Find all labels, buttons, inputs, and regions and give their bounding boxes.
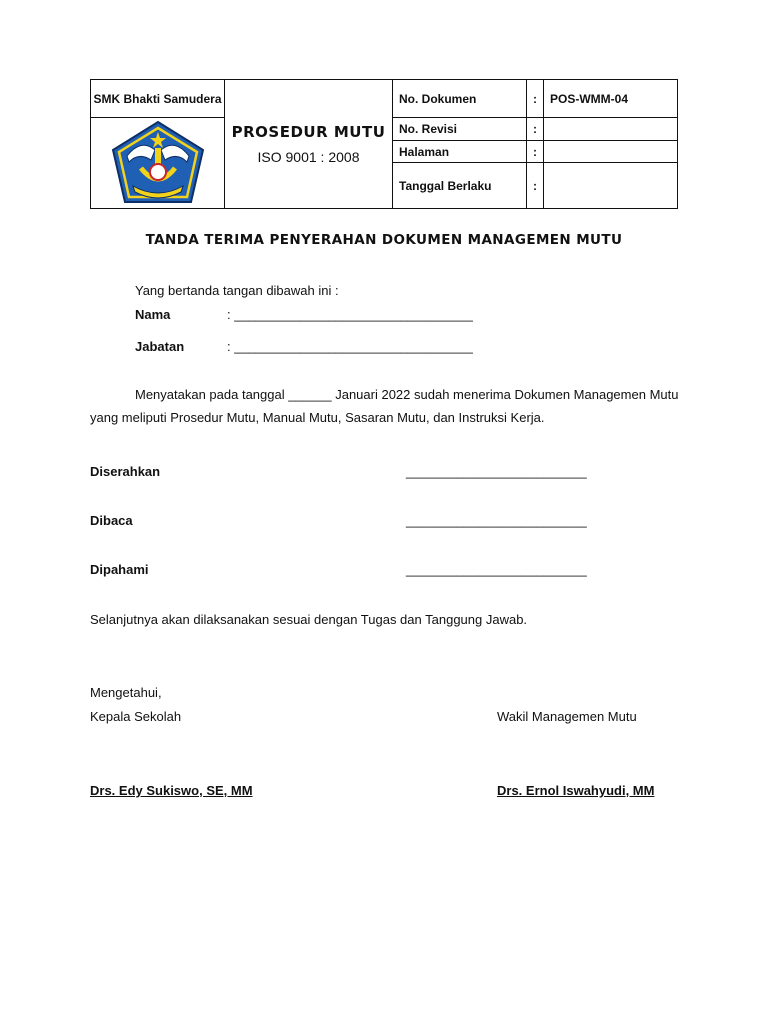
intro-text: Yang bertanda tangan dibawah ini : [135, 283, 339, 298]
doc-number-label: No. Dokumen [393, 80, 527, 118]
logo-cell [91, 118, 225, 209]
left-signatory-name: Drs. Edy Sukiswo, SE, MM [90, 783, 253, 798]
school-emblem-icon [111, 120, 205, 204]
effective-date-label: Tanggal Berlaku [393, 163, 527, 209]
doc-number-value: POS-WMM-04 [544, 80, 678, 118]
iso-standard: ISO 9001 : 2008 [257, 148, 360, 165]
name-label: Nama [135, 307, 171, 322]
position-label: Jabatan [135, 339, 185, 354]
statement-line-1: Menyatakan pada tanggal ______ Januari 2022 sudah menerima Dokumen Managemen Mutu [135, 387, 679, 402]
followup-text: Selanjutnya akan dilaksanakan sesuai dengan Tugas dan Tanggung Jawab. [90, 612, 528, 627]
doc-number-colon: : [527, 80, 544, 118]
revision-colon: : [527, 118, 544, 141]
effective-date-value [544, 163, 678, 209]
position-field: : _________________________________ [227, 339, 473, 354]
revision-label: No. Revisi [393, 118, 527, 141]
statement-line-2: yang meliputi Prosedur Mutu, Manual Mutu, Sasaran Mutu, dan Instruksi Kerja. [90, 410, 545, 425]
procedure-title: PROSEDUR MUTU [231, 122, 386, 141]
left-signatory-role: Kepala Sekolah [90, 709, 182, 724]
check-label-understood: Dipahami [90, 562, 149, 577]
acknowledged-text: Mengetahui, [90, 685, 162, 700]
right-signatory-name: Drs. Ernol Iswahyudi, MM [497, 783, 655, 798]
check-label-read: Dibaca [90, 513, 133, 528]
procedure-box [225, 80, 393, 209]
page-label: Halaman [393, 141, 527, 163]
school-name: SMK Bhakti Samudera [91, 80, 225, 118]
page-value [544, 141, 678, 163]
right-signatory-role: Wakil Managemen Mutu [497, 709, 637, 724]
check-line-understood: _________________________ [406, 562, 587, 577]
effective-date-colon: : [527, 163, 544, 209]
revision-value [544, 118, 678, 141]
header-table [90, 79, 678, 209]
name-field: : _________________________________ [227, 307, 473, 322]
page-colon: : [527, 141, 544, 163]
check-label-handed-over: Diserahkan [90, 464, 161, 479]
document-title: TANDA TERIMA PENYERAHAN DOKUMEN MANAGEMEN MUTU [145, 232, 623, 248]
check-line-handed-over: _________________________ [406, 464, 587, 479]
check-line-read: _________________________ [406, 513, 587, 528]
